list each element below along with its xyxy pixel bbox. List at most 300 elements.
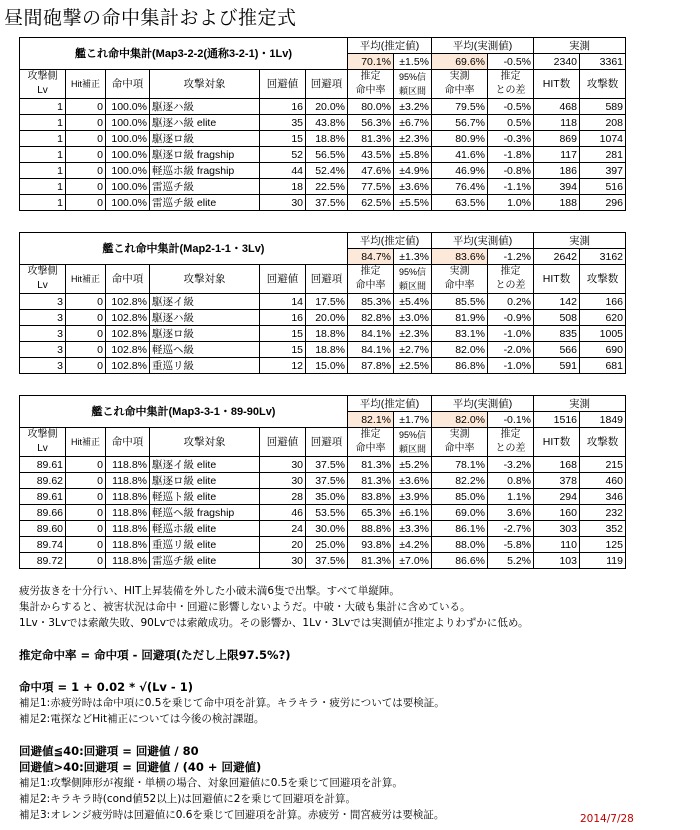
actual-header: 実測 [534, 396, 626, 412]
col-attacks: 攻撃数 [580, 428, 626, 457]
table-row [20, 294, 626, 310]
table-cell: 281 [580, 147, 626, 163]
table-cell: 118.8% [106, 505, 150, 521]
table-cell: 0 [66, 310, 106, 326]
table-cell: ±6.1% [394, 505, 432, 521]
table-cell: 52.4% [306, 163, 348, 179]
table-cell: 215 [580, 457, 626, 473]
table-cell: 85.0% [432, 489, 488, 505]
table-cell: 88.8% [348, 521, 394, 537]
col-hit-bonus: Hit補正 [66, 428, 106, 457]
col-hit-bonus: Hit補正 [66, 70, 106, 99]
table-cell: 110 [534, 537, 580, 553]
table-cell: 47.6% [348, 163, 394, 179]
table-cell: ±2.3% [394, 131, 432, 147]
table-cell: 102.8% [106, 310, 150, 326]
note-line: 1Lv・3Lvでは索敵失敗、90Lvでは索敵成功。その影響か、1Lv・3Lvでは実測値が推定よりわずかに低め。 [19, 617, 529, 629]
table-cell: 100.0% [106, 131, 150, 147]
table-cell: ±4.2% [394, 537, 432, 553]
table-cell: 168 [534, 457, 580, 473]
table-cell: 20 [260, 537, 306, 553]
table-cell: 89.61 [20, 457, 66, 473]
table-cell: 52 [260, 147, 306, 163]
summary-hits: 2340 [534, 54, 580, 70]
table-cell: 81.3% [348, 131, 394, 147]
table-cell: 軽巡ヘ級 fragship [150, 505, 260, 521]
table-cell: 0 [66, 457, 106, 473]
table-cell: 681 [580, 358, 626, 374]
table-cell: 89.74 [20, 537, 66, 553]
notes-section [19, 583, 689, 823]
table-cell: 37.5% [306, 473, 348, 489]
table-cell: 102.8% [106, 358, 150, 374]
table-cell: 41.6% [432, 147, 488, 163]
table-cell: 65.3% [348, 505, 394, 521]
table-cell: ±5.8% [394, 147, 432, 163]
summary-ci: ±1.5% [394, 54, 432, 70]
col-evasion-term: 回避項 [306, 265, 348, 294]
table-cell: 駆逐ハ級 elite [150, 115, 260, 131]
table-cell: 89.72 [20, 553, 66, 569]
table-row [20, 489, 626, 505]
col-attacks: 攻撃数 [580, 265, 626, 294]
table-cell: 3 [20, 310, 66, 326]
table-cell: 3 [20, 342, 66, 358]
summary-ci: ±1.3% [394, 249, 432, 265]
table-cell: 軽巡ホ級 fragship [150, 163, 260, 179]
table-row [20, 147, 626, 163]
table-cell: 0.8% [488, 473, 534, 489]
table-cell: 118.8% [106, 457, 150, 473]
table-cell: 89.60 [20, 521, 66, 537]
table-row [20, 179, 626, 195]
table-cell: 1.1% [488, 489, 534, 505]
table-cell: 駆逐ロ級 [150, 326, 260, 342]
col-diff: 推定 との差 [488, 428, 534, 457]
table-cell: 37.5% [306, 457, 348, 473]
table-cell: 20.0% [306, 99, 348, 115]
table-cell: 89.62 [20, 473, 66, 489]
table-cell: 14 [260, 294, 306, 310]
table-cell: ±3.9% [394, 489, 432, 505]
table-cell: 378 [534, 473, 580, 489]
table-cell: 81.9% [432, 310, 488, 326]
table-cell: 100.0% [106, 179, 150, 195]
note-line: 補足1:攻撃側陣形が複縦・単横の場合、対象回避値に0.5を乗じて回避項を計算。 [19, 777, 403, 789]
hit-table-2 [19, 232, 626, 374]
table-cell: 117 [534, 147, 580, 163]
table-cell: 294 [534, 489, 580, 505]
table-cell: 46 [260, 505, 306, 521]
table-cell: 1 [20, 99, 66, 115]
table-row [20, 195, 626, 211]
note-line: 補足2:キラキラ時(cond値52以上)は回避値に2を乗じて回避項を計算。 [19, 793, 356, 805]
table-cell: 352 [580, 521, 626, 537]
summary-hits: 2642 [534, 249, 580, 265]
table-cell: 591 [534, 358, 580, 374]
table-cell: 394 [534, 179, 580, 195]
table-cell: 43.5% [348, 147, 394, 163]
avg-est-header: 平均(推定値) [348, 233, 432, 249]
table-cell: 346 [580, 489, 626, 505]
table-cell: 119 [580, 553, 626, 569]
table-cell: ±4.9% [394, 163, 432, 179]
table-row [20, 163, 626, 179]
avg-act-header: 平均(実測値) [432, 233, 534, 249]
table-row [20, 457, 626, 473]
note-line: 集計からすると、被害状況は命中・回避に影響しないようだ。中破・大破も集計に含めている。 [19, 601, 471, 613]
table-title: 艦これ命中集計(Map2-1-1・3Lv) [20, 233, 348, 265]
col-target: 攻撃対象 [150, 265, 260, 294]
col-attacks: 攻撃数 [580, 70, 626, 99]
table-cell: 77.5% [348, 179, 394, 195]
note-line: 疲労抜きを十分行い、HIT上昇装備を外した小破未満6隻で出撃。すべて単縦陣。 [19, 585, 400, 597]
table-cell: ±3.2% [394, 99, 432, 115]
table-cell: 82.0% [432, 342, 488, 358]
table-cell: ±3.6% [394, 179, 432, 195]
table-cell: 103 [534, 553, 580, 569]
table-cell: 87.8% [348, 358, 394, 374]
table-cell: 186 [534, 163, 580, 179]
table-cell: 82.2% [432, 473, 488, 489]
table-cell: 0 [66, 99, 106, 115]
table-row [20, 505, 626, 521]
table-cell: 82.8% [348, 310, 394, 326]
col-evasion-term: 回避項 [306, 70, 348, 99]
table-cell: 24 [260, 521, 306, 537]
summary-act: 69.6% [432, 54, 488, 70]
table-cell: 118.8% [106, 553, 150, 569]
table-cell: 軽巡ヘ級 [150, 342, 260, 358]
table-title: 艦これ命中集計(Map3-2-2(通称3-2-1)・1Lv) [20, 38, 348, 70]
table-cell: 雷巡チ級 [150, 179, 260, 195]
table-cell: 37.5% [306, 553, 348, 569]
summary-diff: -0.5% [488, 54, 534, 70]
table-cell: 駆逐ハ級 [150, 99, 260, 115]
table-cell: 508 [534, 310, 580, 326]
table-row [20, 131, 626, 147]
table-cell: 80.0% [348, 99, 394, 115]
hit-table-1 [19, 37, 626, 211]
col-hits: HIT数 [534, 70, 580, 99]
summary-est: 70.1% [348, 54, 394, 70]
table-cell: 28 [260, 489, 306, 505]
table-cell: -0.8% [488, 163, 534, 179]
table-cell: 1074 [580, 131, 626, 147]
table-cell: 駆逐ロ級 [150, 131, 260, 147]
col-diff: 推定 との差 [488, 265, 534, 294]
table-cell: 100.0% [106, 115, 150, 131]
table-cell: 89.61 [20, 489, 66, 505]
col-atk-lv: 攻撃側 Lv [20, 70, 66, 99]
table-cell: 0 [66, 195, 106, 211]
note-line: 補足2:電探などHit補正については今後の検討課題。 [19, 713, 265, 725]
table-row [20, 537, 626, 553]
col-est-rate: 推定 命中率 [348, 70, 394, 99]
table-cell: 5.2% [488, 553, 534, 569]
table-cell: 53.5% [306, 505, 348, 521]
table-cell: 雷巡チ級 elite [150, 553, 260, 569]
hit-table-3 [19, 395, 626, 569]
table-cell: 81.3% [348, 457, 394, 473]
table-cell: ±7.0% [394, 553, 432, 569]
table-cell: 100.0% [106, 163, 150, 179]
table-cell: 83.1% [432, 326, 488, 342]
table-cell: 56.7% [432, 115, 488, 131]
table-cell: 118 [534, 115, 580, 131]
table-cell: 118.8% [106, 537, 150, 553]
formula-evasion-low: 回避値≦40:回避項 = 回避値 / 80 [19, 744, 199, 758]
table-cell: 駆逐ハ級 [150, 310, 260, 326]
table-cell: 84.1% [348, 326, 394, 342]
table-cell: -1.0% [488, 358, 534, 374]
table-cell: 208 [580, 115, 626, 131]
table-cell: 86.8% [432, 358, 488, 374]
table-cell: 0 [66, 294, 106, 310]
table-cell: 重巡リ級 elite [150, 537, 260, 553]
col-acc: 命中項 [106, 265, 150, 294]
col-diff: 推定 との差 [488, 70, 534, 99]
summary-attacks: 3361 [580, 54, 626, 70]
table-row [20, 342, 626, 358]
table-row [20, 521, 626, 537]
col-acc: 命中項 [106, 428, 150, 457]
table-cell: 17.5% [306, 294, 348, 310]
table-cell: 1 [20, 195, 66, 211]
avg-act-header: 平均(実測値) [432, 396, 534, 412]
table-cell: 0 [66, 521, 106, 537]
table-cell: 56.3% [348, 115, 394, 131]
col-ci: 95%信 頼区間 [394, 428, 432, 457]
table-row [20, 99, 626, 115]
table-row [20, 310, 626, 326]
avg-act-header: 平均(実測値) [432, 38, 534, 54]
table-cell: 35 [260, 115, 306, 131]
table-cell: 0.2% [488, 294, 534, 310]
col-ci: 95%信 頼区間 [394, 265, 432, 294]
summary-ci: ±1.7% [394, 412, 432, 428]
table-cell: 93.8% [348, 537, 394, 553]
table-cell: 100.0% [106, 147, 150, 163]
table-cell: 0.5% [488, 115, 534, 131]
col-evasion-term: 回避項 [306, 428, 348, 457]
table-cell: 18.8% [306, 131, 348, 147]
table-cell: -1.8% [488, 147, 534, 163]
col-acc: 命中項 [106, 70, 150, 99]
table-cell: 駆逐イ級 [150, 294, 260, 310]
table-row [20, 553, 626, 569]
col-evasion-val: 回避値 [260, 265, 306, 294]
table-cell: ±3.3% [394, 521, 432, 537]
table-cell: 0 [66, 179, 106, 195]
table-cell: 駆逐イ級 elite [150, 457, 260, 473]
summary-diff: -0.1% [488, 412, 534, 428]
table-cell: -2.7% [488, 521, 534, 537]
table-cell: 18.8% [306, 342, 348, 358]
col-target: 攻撃対象 [150, 70, 260, 99]
table-cell: 駆逐ロ級 fragship [150, 147, 260, 163]
col-atk-lv: 攻撃側 Lv [20, 428, 66, 457]
table-cell: 30 [260, 473, 306, 489]
table-cell: 63.5% [432, 195, 488, 211]
table-cell: 16 [260, 310, 306, 326]
table-cell: 30 [260, 195, 306, 211]
col-est-rate: 推定 命中率 [348, 428, 394, 457]
table-cell: 85.5% [432, 294, 488, 310]
table-cell: 駆逐ロ級 elite [150, 473, 260, 489]
table-cell: -0.9% [488, 310, 534, 326]
table-cell: -5.8% [488, 537, 534, 553]
table-cell: 16 [260, 99, 306, 115]
table-cell: 166 [580, 294, 626, 310]
table-cell: 100.0% [106, 99, 150, 115]
avg-est-header: 平均(推定値) [348, 38, 432, 54]
table-cell: 56.5% [306, 147, 348, 163]
table-row [20, 326, 626, 342]
table-cell: 30.0% [306, 521, 348, 537]
table-cell: 102.8% [106, 326, 150, 342]
col-evasion-val: 回避値 [260, 428, 306, 457]
table-cell: 85.3% [348, 294, 394, 310]
table-cell: 0 [66, 163, 106, 179]
table-cell: 69.0% [432, 505, 488, 521]
table-cell: 86.6% [432, 553, 488, 569]
table-cell: 1 [20, 163, 66, 179]
table-cell: 12 [260, 358, 306, 374]
note-line: 補足1:赤疲労時は命中項に0.5を乗じて命中項を計算。キラキラ・疲労については要検証。 [19, 697, 445, 709]
table-title: 艦これ命中集計(Map3-3-1・89-90Lv) [20, 396, 348, 428]
table-cell: -3.2% [488, 457, 534, 473]
table-row [20, 358, 626, 374]
table-cell: -2.0% [488, 342, 534, 358]
table-cell: 835 [534, 326, 580, 342]
table-cell: 79.5% [432, 99, 488, 115]
table-cell: 0 [66, 489, 106, 505]
table-cell: 30 [260, 457, 306, 473]
table-cell: -1.1% [488, 179, 534, 195]
col-act-rate: 実測 命中率 [432, 265, 488, 294]
table-cell: 3 [20, 294, 66, 310]
table-cell: 89.66 [20, 505, 66, 521]
col-ci: 95%信 頼区間 [394, 70, 432, 99]
summary-diff: -1.2% [488, 249, 534, 265]
avg-est-header: 平均(推定値) [348, 396, 432, 412]
summary-est: 84.7% [348, 249, 394, 265]
table-cell: 0 [66, 358, 106, 374]
table-cell: ±5.5% [394, 195, 432, 211]
table-cell: 102.8% [106, 342, 150, 358]
table-cell: 1 [20, 115, 66, 131]
actual-header: 実測 [534, 38, 626, 54]
table-cell: 1 [20, 179, 66, 195]
table-cell: 43.8% [306, 115, 348, 131]
table-cell: 303 [534, 521, 580, 537]
table-cell: 0 [66, 342, 106, 358]
table-row [20, 115, 626, 131]
table-cell: 1.0% [488, 195, 534, 211]
table-cell: 35.0% [306, 489, 348, 505]
table-cell: 3 [20, 358, 66, 374]
table-cell: 118.8% [106, 473, 150, 489]
table-cell: 44 [260, 163, 306, 179]
table-cell: 118.8% [106, 489, 150, 505]
col-target: 攻撃対象 [150, 428, 260, 457]
table-cell: 20.0% [306, 310, 348, 326]
table-cell: 1 [20, 147, 66, 163]
table-cell: -0.3% [488, 131, 534, 147]
table-cell: 468 [534, 99, 580, 115]
table-cell: 83.8% [348, 489, 394, 505]
table-cell: -1.0% [488, 326, 534, 342]
table-cell: 76.4% [432, 179, 488, 195]
table-cell: ±3.0% [394, 310, 432, 326]
col-atk-lv: 攻撃側 Lv [20, 265, 66, 294]
table-cell: 188 [534, 195, 580, 211]
col-evasion-val: 回避値 [260, 70, 306, 99]
table-cell: 78.1% [432, 457, 488, 473]
table-cell: 重巡リ級 [150, 358, 260, 374]
col-hits: HIT数 [534, 265, 580, 294]
table-cell: 18 [260, 179, 306, 195]
page-title: 昼間砲撃の命中集計および推定式 [4, 7, 297, 29]
table-cell: 0 [66, 473, 106, 489]
col-act-rate: 実測 命中率 [432, 428, 488, 457]
table-cell: 15 [260, 342, 306, 358]
table-cell: 15 [260, 131, 306, 147]
table-row [20, 473, 626, 489]
formula-main: 推定命中率 = 命中項 - 回避項(ただし上限97.5%?) [19, 648, 291, 662]
table-cell: 3 [20, 326, 66, 342]
table-cell: ±2.5% [394, 358, 432, 374]
table-cell: -0.5% [488, 99, 534, 115]
table-cell: 80.9% [432, 131, 488, 147]
table-cell: 0 [66, 553, 106, 569]
summary-est: 82.1% [348, 412, 394, 428]
table-cell: 0 [66, 326, 106, 342]
table-cell: 397 [580, 163, 626, 179]
table-cell: ±5.2% [394, 457, 432, 473]
table-cell: 690 [580, 342, 626, 358]
table-cell: ±6.7% [394, 115, 432, 131]
table-cell: 3.6% [488, 505, 534, 521]
table-cell: 1005 [580, 326, 626, 342]
table-cell: 102.8% [106, 294, 150, 310]
date-stamp: 2014/7/28 [580, 813, 634, 825]
summary-attacks: 3162 [580, 249, 626, 265]
table-cell: 25.0% [306, 537, 348, 553]
actual-header: 実測 [534, 233, 626, 249]
table-cell: 86.1% [432, 521, 488, 537]
summary-act: 83.6% [432, 249, 488, 265]
table-cell: 88.0% [432, 537, 488, 553]
table-cell: 22.5% [306, 179, 348, 195]
table-cell: 18.8% [306, 326, 348, 342]
table-cell: 460 [580, 473, 626, 489]
col-est-rate: 推定 命中率 [348, 265, 394, 294]
table-cell: 0 [66, 115, 106, 131]
table-cell: 125 [580, 537, 626, 553]
table-cell: 100.0% [106, 195, 150, 211]
table-cell: 84.1% [348, 342, 394, 358]
table-cell: 589 [580, 99, 626, 115]
table-cell: 雷巡チ級 elite [150, 195, 260, 211]
col-hit-bonus: Hit補正 [66, 265, 106, 294]
table-cell: 566 [534, 342, 580, 358]
table-cell: ±2.7% [394, 342, 432, 358]
table-cell: 1 [20, 131, 66, 147]
table-cell: 160 [534, 505, 580, 521]
table-cell: 軽巡ホ級 elite [150, 521, 260, 537]
